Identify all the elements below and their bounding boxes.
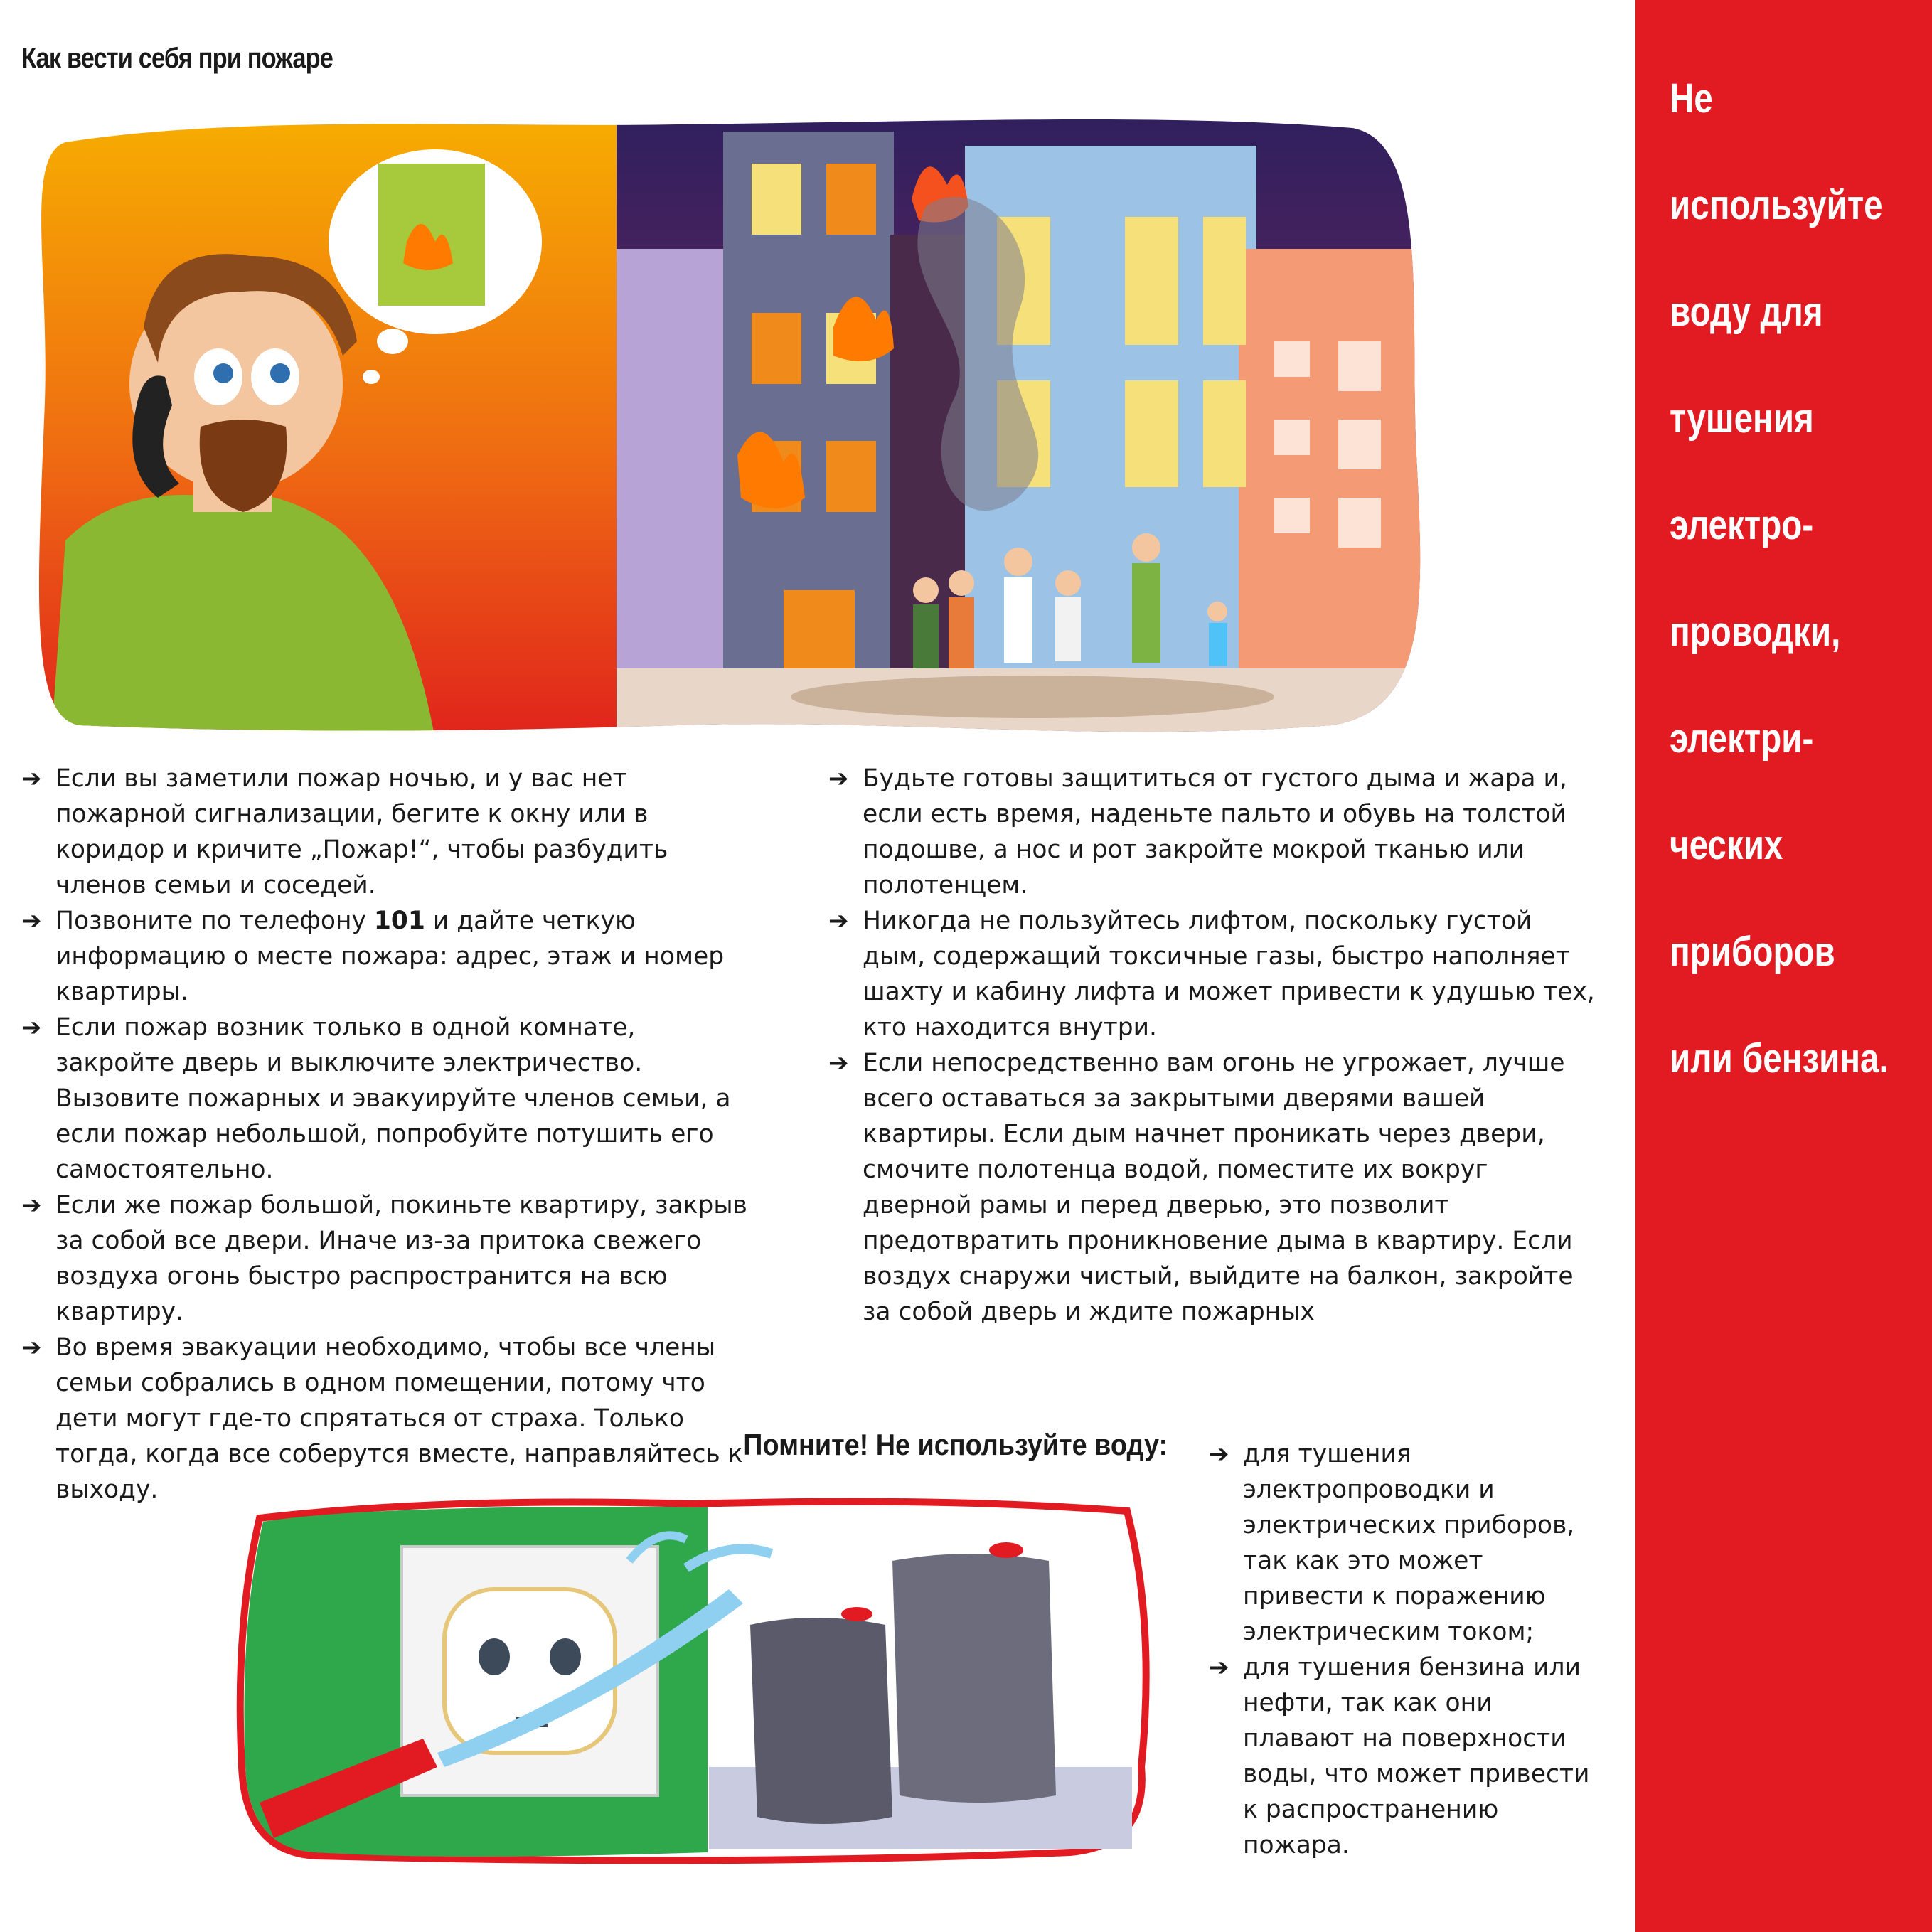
instruction-item: ➔ Если пожар возник только в одной комнате, закройте дверь и выключите электричество. Вызовите пожарных и эвакуируйте членов семьи, а если пожар небольшой, попробуйте потушить его самостоятельно. (21, 1010, 761, 1188)
instruction-item: ➔ Во время эвакуации необходимо, чтобы все члены семьи собрались в одном помещении, потому что дети могут где-то спрятаться от страха. Только тогда, когда все соберутся вместе, направляйтесь к выходу. (21, 1330, 761, 1507)
sidebar-word: электро- (1670, 502, 1814, 548)
water-warning-illustration (231, 1483, 1159, 1867)
arrow-icon: ➔ (21, 1013, 42, 1042)
instruction-item: ➔ Позвоните по телефону 101 и дайте четкую информацию о месте пожара: адрес, этаж и номер квартиры. (21, 903, 761, 1010)
sidebar-word: проводки, (1670, 609, 1841, 655)
sidebar-word: приборов (1670, 929, 1835, 975)
sidebar-word: или бензина. (1670, 1035, 1889, 1082)
arrow-icon: ➔ (1209, 1440, 1229, 1468)
instruction-item: ➔ Если непосредственно вам огонь не угрожает, лучше всего оставаться за закрытыми дверями вашей квартиры. Если дым начнет проникать через двери, смочите полотенца водой, поместите их вокруг дверной рамы и перед дверью, это позволит предотвратить проникновение дыма в квартиру. Если воздух снаружи чистый, выйдите на балкон, закройте за собой дверь и ждите пожарных (828, 1045, 1596, 1330)
sidebar-warning-panel (1635, 0, 1932, 1932)
instruction-item: ➔ Никогда не пользуйтесь лифтом, поскольку густой дым, содержащий токсичные газы, быстро наполняет шахту и кабину лифта и может привести к удушью тех, кто находится внутри. (828, 903, 1596, 1045)
arrow-icon: ➔ (21, 907, 42, 935)
arrow-icon: ➔ (21, 764, 42, 793)
arrow-icon: ➔ (21, 1191, 42, 1219)
water-warning-list (1209, 1436, 1607, 1863)
fire-instructions-right (828, 761, 1596, 1330)
fire-instructions-left (21, 761, 761, 1507)
arrow-icon: ➔ (828, 1049, 849, 1077)
arrow-icon: ➔ (1209, 1653, 1229, 1682)
sidebar-word: Не (1670, 75, 1713, 122)
sidebar-word: воду для (1670, 289, 1823, 335)
sidebar-word: тушения (1670, 395, 1814, 442)
fire-scene-illustration (37, 100, 1424, 740)
page-title: Как вести себя при пожаре (21, 43, 333, 74)
sidebar-word: используйте (1670, 182, 1883, 228)
remember-title: Помните! Не используйте воду: (743, 1428, 1168, 1461)
instruction-item: ➔ Если вы заметили пожар ночью, и у вас нет пожарной сигнализации, бегите к окну или в коридор и кричите „Пожар!“, чтобы разбудить членов семьи и соседей. (21, 761, 761, 903)
warning-item: ➔ для тушения электропроводки и электрических приборов, так как это может привести к поражению электрическим током; (1209, 1436, 1607, 1650)
warning-item: ➔ для тушения бензина или нефти, так как они плавают на поверхности воды, что может привести к распространению пожара. (1209, 1650, 1607, 1863)
instruction-item: ➔ Будьте готовы защититься от густого дыма и жара и, если есть время, наденьте пальто и обувь на толстой подошве, а нос и рот закройте мокрой тканью или полотенцем. (828, 761, 1596, 903)
arrow-icon: ➔ (828, 907, 849, 935)
sidebar-word: электри- (1670, 715, 1814, 762)
sidebar-word: ческих (1670, 822, 1783, 868)
instruction-item: ➔ Если же пожар большой, покиньте квартиру, закрыв за собой все двери. Иначе из-за притока свежего воздуха огонь быстро распространится на всю квартиру. (21, 1188, 761, 1330)
emergency-number: 101 (373, 907, 425, 935)
arrow-icon: ➔ (21, 1333, 42, 1362)
arrow-icon: ➔ (828, 764, 849, 793)
